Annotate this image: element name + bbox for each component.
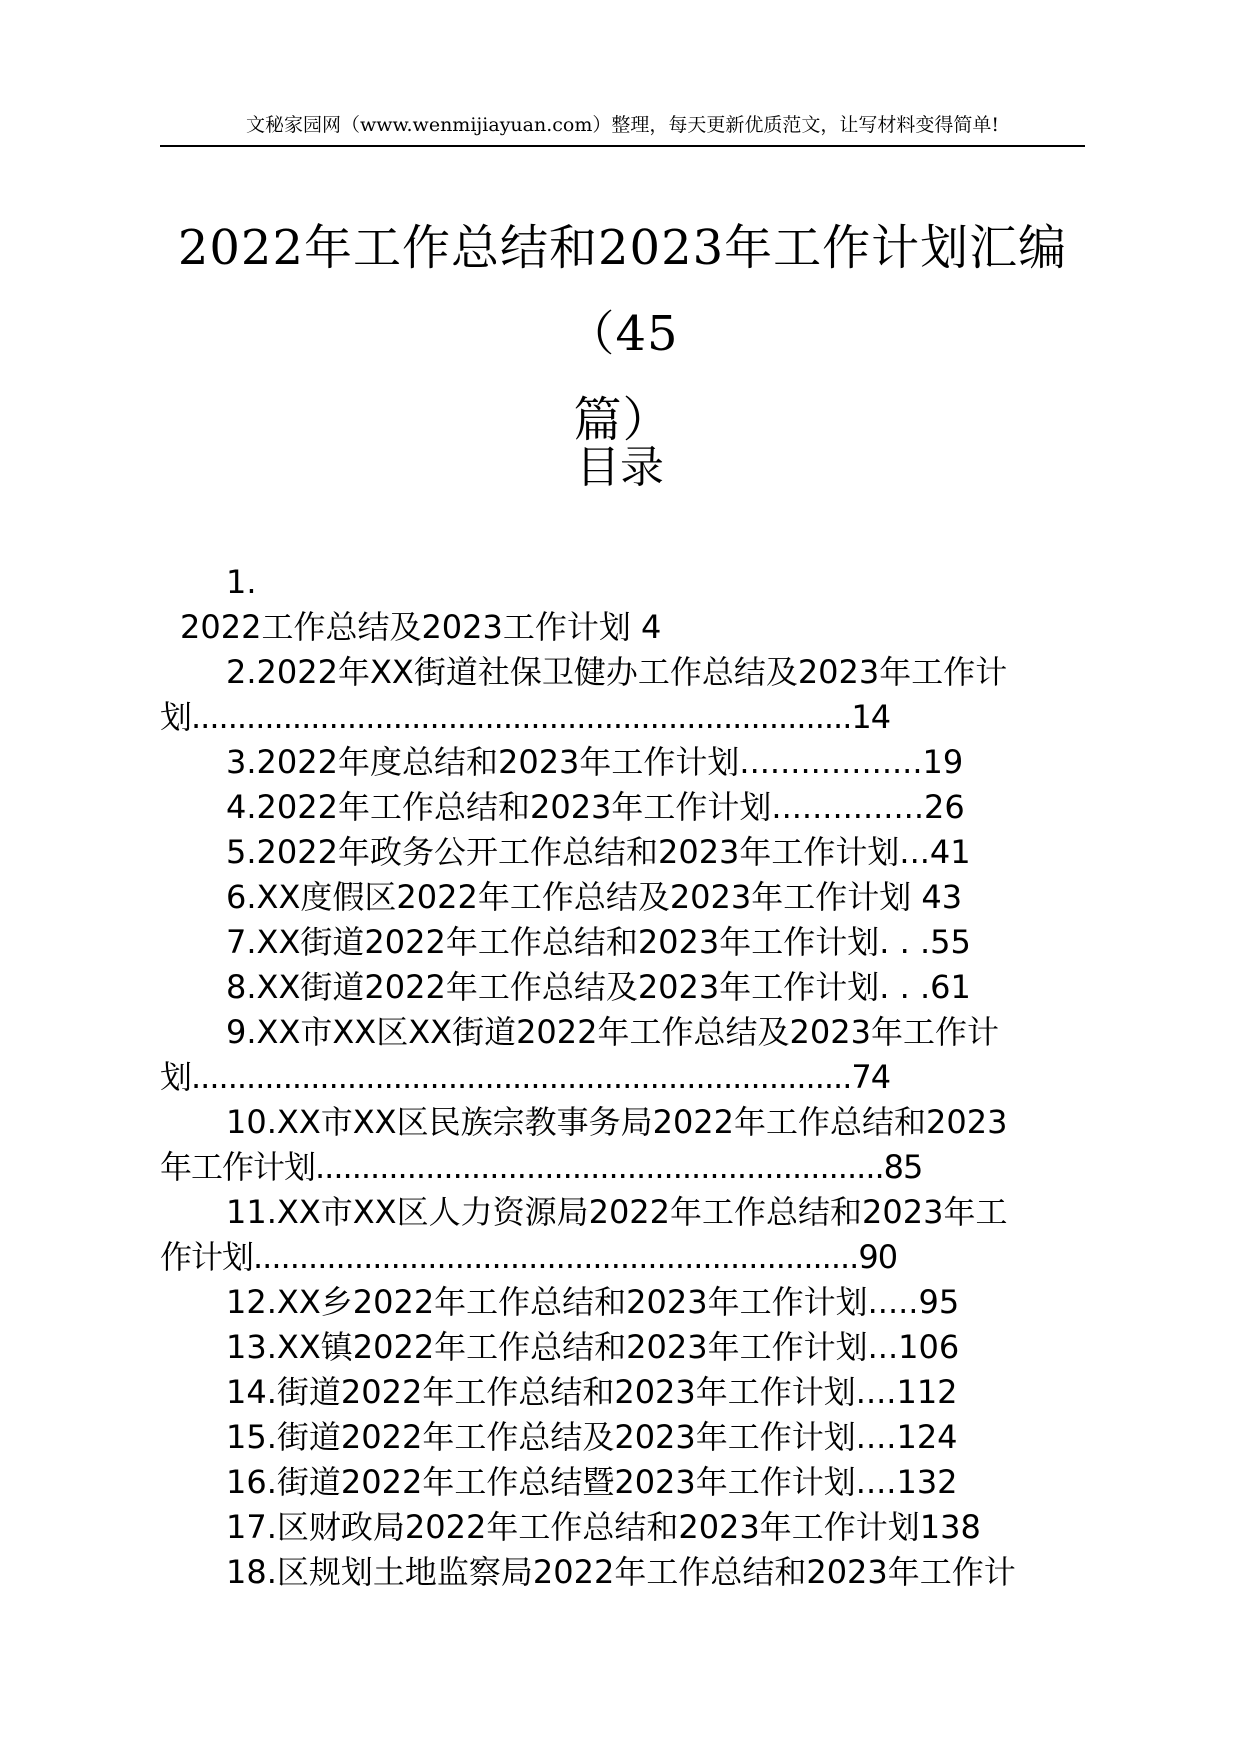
toc-item-7[interactable]: 7.XX街道2022年工作总结和2023年工作计划. . .55	[226, 923, 971, 961]
toc-item-10-line-1: 10.XX市XX区民族宗教事务局2022年工作总结和2023	[226, 1103, 1008, 1141]
toc-item-15[interactable]: 15.街道2022年工作总结及2023年工作计划....124	[226, 1418, 958, 1456]
toc-item-11-line-2: 作计划..................................................................90	[160, 1238, 898, 1276]
toc-item-2-line-2: 划........................................................................14	[160, 698, 891, 736]
toc-item-9-line-1: 9.XX市XX区XX街道2022年工作总结及2023年工作计	[226, 1013, 999, 1051]
toc-item-12[interactable]: 12.XX乡2022年工作总结和2023年工作计划.....95	[226, 1283, 960, 1321]
toc-item-1-number: 1.	[226, 563, 257, 601]
page-header: 文秘家园网（www.wenmijiayuan.com）整理，每天更新优质范文，让写材料变得简单!	[245, 114, 1000, 136]
toc-item-3[interactable]: 3.2022年度总结和2023年工作计划..................19	[226, 743, 964, 781]
toc-item-4[interactable]: 4.2022年工作总结和2023年工作计划...............26	[226, 788, 965, 826]
toc-item-1-text: 2022工作总结及2023工作计划 4	[180, 608, 662, 646]
toc-item-18[interactable]: 18.区规划土地监察局2022年工作总结和2023年工作计	[226, 1553, 1016, 1591]
toc-item-10-line-2: 年工作计划..............................................................85	[160, 1148, 923, 1186]
title-line-1: 2022年工作总结和2023年工作计划汇编（45	[177, 220, 1068, 362]
toc-item-13[interactable]: 13.XX镇2022年工作总结和2023年工作计划...106	[226, 1328, 960, 1366]
toc-item-9[interactable]	[160, 1010, 1085, 1100]
toc-item-17[interactable]: 17.区财政局2022年工作总结和2023年工作计划138	[226, 1508, 981, 1546]
toc-item-11-line-1: 11.XX市XX区人力资源局2022年工作总结和2023年工	[226, 1193, 1008, 1231]
toc-item-5[interactable]: 5.2022年政务公开工作总结和2023年工作计划...41	[226, 833, 971, 871]
toc-item-16[interactable]: 16.街道2022年工作总结暨2023年工作计划....132	[226, 1463, 958, 1501]
toc-item-2-line-1: 2.2022年XX街道社保卫健办工作总结及2023年工作计	[226, 653, 1008, 691]
toc-item-11[interactable]	[160, 1190, 1085, 1280]
toc-item-8[interactable]: 8.XX街道2022年工作总结及2023年工作计划. . .61	[226, 968, 971, 1006]
table-of-contents	[160, 560, 1085, 1595]
title-line-2: 篇）	[573, 392, 672, 448]
toc-item-6[interactable]: 6.XX度假区2022年工作总结及2023年工作计划 43	[226, 878, 963, 916]
toc-heading: 目录	[576, 442, 664, 493]
document-title	[160, 205, 1085, 463]
toc-item-14[interactable]: 14.街道2022年工作总结和2023年工作计划....112	[226, 1373, 958, 1411]
header-rule	[160, 145, 1085, 147]
toc-item-9-line-2: 划........................................................................74	[160, 1058, 891, 1096]
toc-item-2[interactable]	[160, 650, 1085, 740]
toc-item-10[interactable]	[160, 1100, 1085, 1190]
toc-item-1[interactable]	[160, 560, 1085, 650]
